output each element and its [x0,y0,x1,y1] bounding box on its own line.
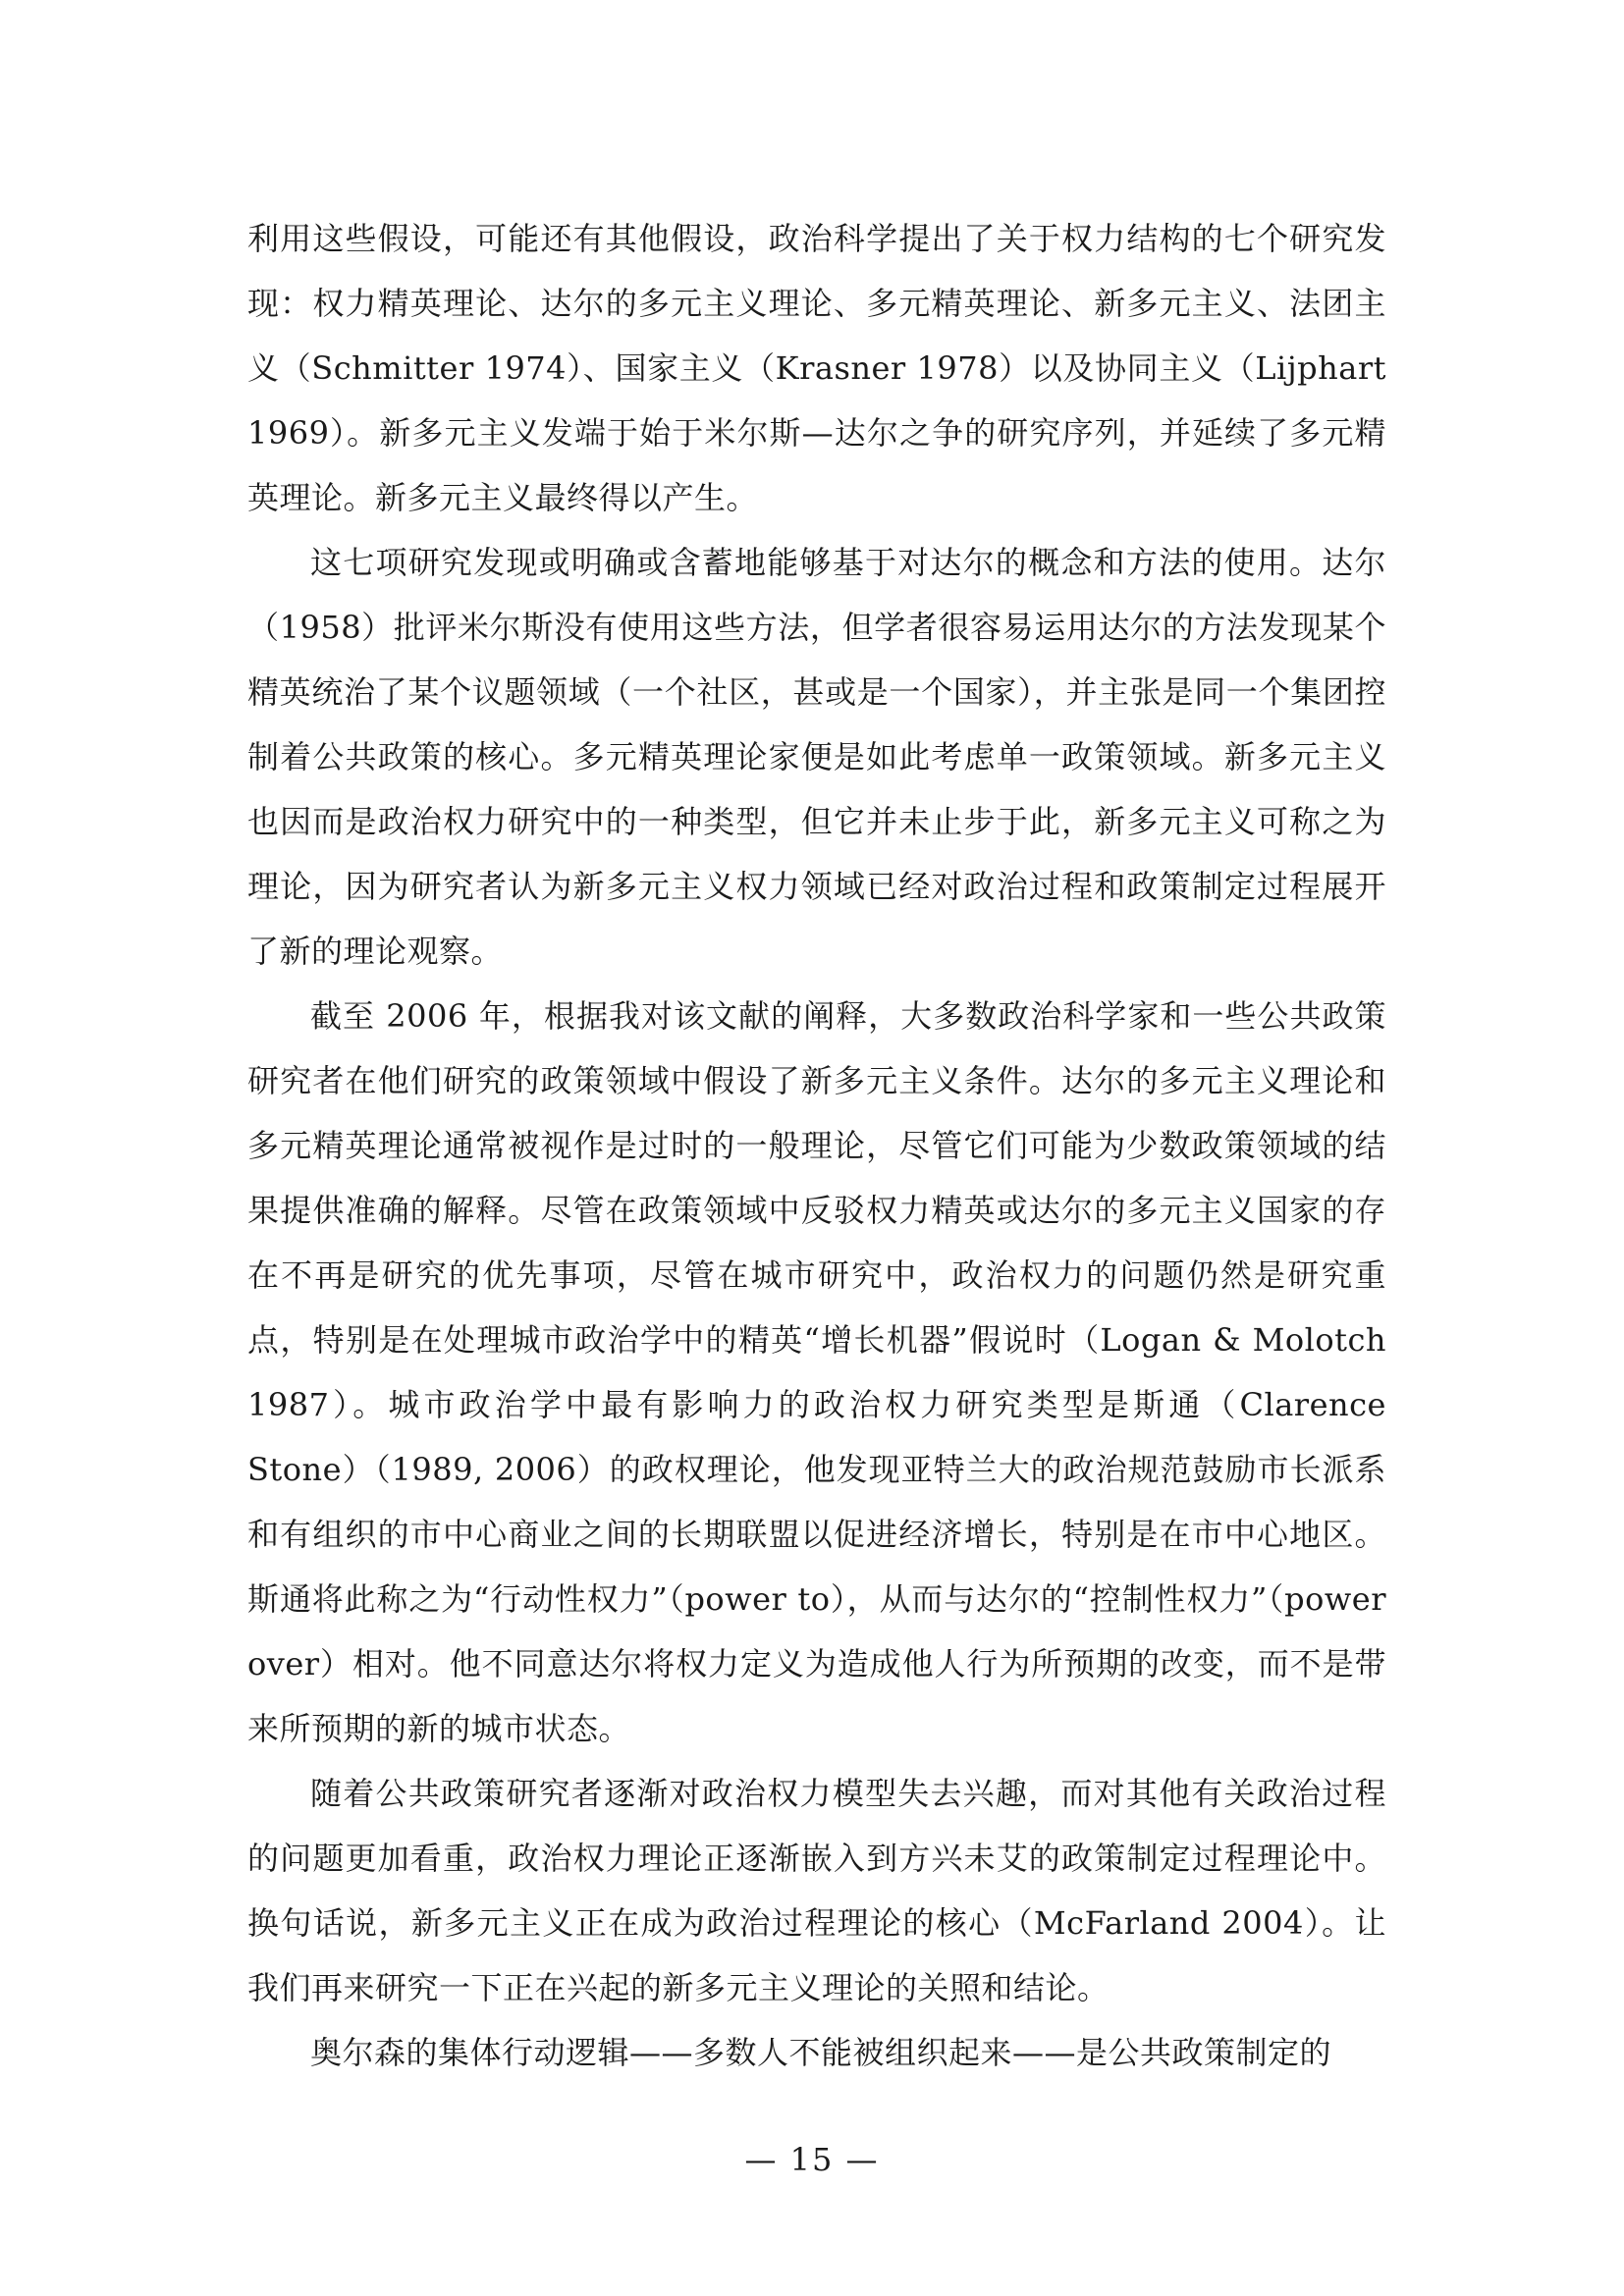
body-text [247,206,1386,2085]
paragraph-3: 截至 2006 年，根据我对该文献的阐释，大多数政治科学家和一些公共政策研究者在他们研究的政策领域中假设了新多元主义条件。达尔的多元主义理论和多元精英理论通常被视作是过时的一般理论，尽管它们可能为少数政策领域的结果提供准确的解释。尽管在政策领域中反驳权力精英或达尔的多元主义国家的存在不再是研究的优先事项，尽管在城市研究中，政治权力的问题仍然是研究重点，特别是在处理城市政治学中的精英“增长机器”假说时（Logan & Molotch 1987）。城市政治学中最有影响力的政治权力研究类型是斯通（Clarence Stone）（1989, 2006）的政权理论，他发现亚特兰大的政治规范鼓励市长派系和有组织的市中心商业之间的长期联盟以促进经济增长，特别是在市中心地区。斯通将此称之为“行动性权力”（power to），从而与达尔的“控制性权力”（power over）相对。他不同意达尔将权力定义为造成他人行为所预期的改变，而不是带来所预期的新的城市状态。 [247,997,1386,1747]
paragraph-2: 这七项研究发现或明确或含蓄地能够基于对达尔的概念和方法的使用。达尔（1958）批评米尔斯没有使用这些方法，但学者很容易运用达尔的方法发现某个精英统治了某个议题领域（一个社区，甚或是一个国家），并主张是同一个集团控制着公共政策的核心。多元精英理论家便是如此考虑单一政策领域。新多元主义也因而是政治权力研究中的一种类型，但它并未止步于此，新多元主义可称之为理论，因为研究者认为新多元主义权力领域已经对政治过程和政策制定过程展开了新的理论观察。 [247,544,1386,970]
paragraph-5: 奥尔森的集体行动逻辑——多数人不能被组织起来——是公共政策制定的 [310,2034,1332,2071]
paragraph-4: 随着公共政策研究者逐渐对政治权力模型失去兴趣，而对其他有关政治过程的问题更加看重，政治权力理论正逐渐嵌入到方兴未艾的政策制定过程理论中。换句话说，新多元主义正在成为政治过程理论的核心（McFarland 2004）。让我们再来研究一下正在兴起的新多元主义理论的关照和结论。 [247,1775,1386,2006]
page-number: — 15 — [744,2141,880,2178]
paragraph-1: 利用这些假设，可能还有其他假设，政治科学提出了关于权力结构的七个研究发现：权力精英理论、达尔的多元主义理论、多元精英理论、新多元主义、法团主义（Schmitter 1974）、国家主义（Krasner 1978）以及协同主义（Lijphart 1969）。新多元主义发端于始于米尔斯—达尔之争的研究序列，并延续了多元精英理论。新多元主义最终得以产生。 [247,220,1386,516]
